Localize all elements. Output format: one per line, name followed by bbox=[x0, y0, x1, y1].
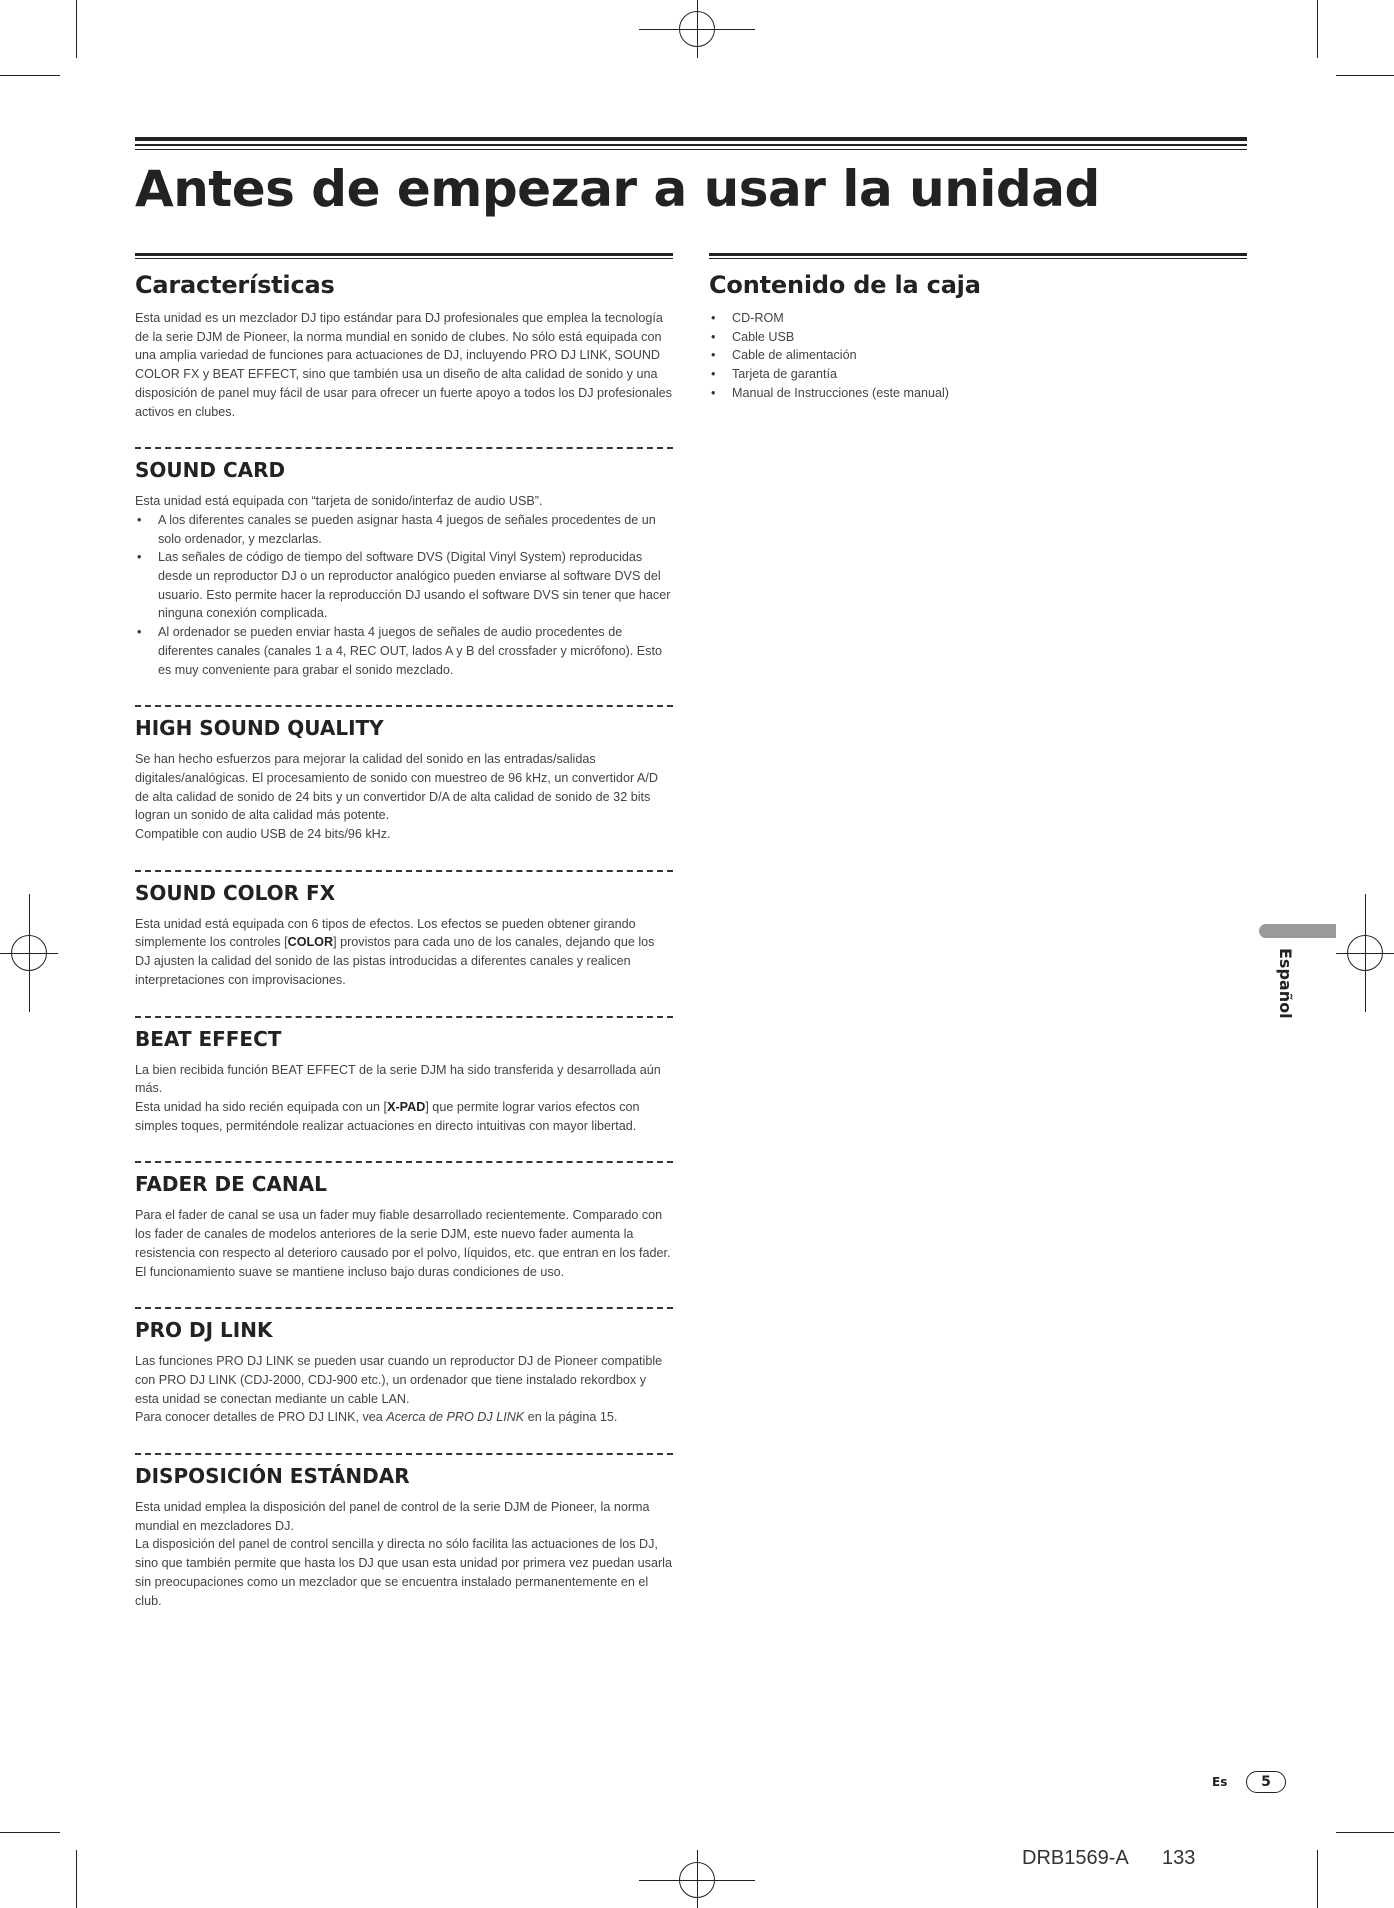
list-item: • Al ordenador se pueden enviar hasta 4 juegos de señales de audio procedentes de diferentes canales (canales 1 a 4, REC OUT, lados A y B del crossfader y micrófono). Esto es muy conveniente para grabar el sonido mezclado. bbox=[135, 623, 673, 679]
right-column bbox=[709, 253, 1247, 403]
section-heading-caracteristicas: Características bbox=[135, 271, 335, 299]
registration-mark bbox=[697, 0, 698, 58]
page-language: Es bbox=[1212, 1775, 1228, 1789]
paragraph: Para el fader de canal se usa un fader muy fiable desarrollado recientemente. Comparado con los fader de canales de modelos anteriores de la serie DJM, este nuevo fader aumenta la resistencia con respecto al deterioro causado por el polvo, líquidos, etc. que entran en los fader. El funcionamiento suave se mantiene incluso bajo duras condiciones de uso. bbox=[135, 1208, 671, 1279]
text-run: Esta unidad está equipada con 6 tipos de efectos. Los efectos se pueden obtener girando simplemente los controles [ bbox=[135, 916, 636, 950]
subsection-heading-beat-effect: BEAT EFFECT bbox=[135, 1026, 282, 1051]
list-item: • Las señales de código de tiempo del software DVS (Digital Vinyl System) reproducidas desde un reproductor DJ o un reproductor analógico pueden enviarse al software DVS del usuario. Esto permite hacer la reproducción DJ usando el software DVS sin tener que hacer ninguna conexión complicada. bbox=[135, 548, 673, 623]
list-item: • Manual de Instrucciones (este manual) bbox=[709, 384, 1247, 403]
section-rule bbox=[709, 253, 1247, 259]
dashed-divider bbox=[135, 1016, 673, 1018]
section-rule bbox=[135, 253, 673, 259]
registration-mark bbox=[29, 894, 30, 1012]
list-item: • Cable USB bbox=[709, 328, 1247, 347]
list-item: • Cable de alimentación bbox=[709, 346, 1247, 365]
dashed-divider bbox=[135, 1453, 673, 1455]
left-column bbox=[135, 253, 673, 1610]
paragraph bbox=[135, 1408, 673, 1427]
crop-mark bbox=[1317, 0, 1318, 58]
paragraph: Esta unidad es un mezclador DJ tipo estándar para DJ profesionales que emplea la tecnología de la serie DJM de Pioneer, la norma mundial en sonido de clubes. No sólo está equipada con una amplia variedad de funciones para actuaciones de DJ, incluyendo PRO DJ LINK, SOUND COLOR FX y BEAT EFFECT, sino que también usa un diseño de alta calidad de sonido y una disposición de panel muy fácil de usar para ofrecer un fuerte apoyo a todos los DJ profesionales activos en clubes. bbox=[135, 311, 672, 419]
crop-mark bbox=[0, 75, 60, 76]
language-tab-label: Español bbox=[1276, 948, 1295, 1019]
dashed-divider bbox=[135, 870, 673, 872]
title-rule bbox=[135, 137, 1247, 150]
dashed-divider bbox=[135, 1307, 673, 1309]
bullet-list bbox=[135, 511, 673, 679]
dashed-divider bbox=[135, 705, 673, 707]
control-label-color: COLOR bbox=[287, 935, 334, 950]
text-run: ] provistos para cada uno de los canales, dejando que los DJ ajusten la calidad del sonido de las pistas introducidas a diferentes canales y realicen interpretaciones con improvisaciones. bbox=[135, 935, 655, 987]
subsection-heading-high-sound-quality: HIGH SOUND QUALITY bbox=[135, 716, 384, 741]
paragraph: Esta unidad emplea la disposición del panel de control de la serie DJM de Pioneer, la norma mundial en mezcladores DJ. bbox=[135, 1500, 650, 1533]
paragraph: Esta unidad está equipada con “tarjeta de sonido/interfaz de audio USB”. bbox=[135, 494, 543, 509]
paragraph: La bien recibida función BEAT EFFECT de la serie DJM ha sido transferida y desarrollada aún más. bbox=[135, 1062, 661, 1096]
document-page-number: 133 bbox=[1162, 1847, 1196, 1869]
page-title: Antes de empezar a usar la unidad bbox=[135, 160, 1100, 218]
paragraph: Compatible con audio USB de 24 bits/96 kHz. bbox=[135, 827, 391, 842]
subsection-heading-pro-dj-link: PRO DJ LINK bbox=[135, 1318, 273, 1343]
text-run: ] que permite lograr varios efectos con simples toques, permiténdole realizar actuaciones en directo intuitivas con mayor libertad. bbox=[135, 1099, 640, 1133]
dashed-divider bbox=[135, 447, 673, 449]
page-number: 5 bbox=[1246, 1771, 1286, 1793]
crop-mark bbox=[1336, 1832, 1394, 1833]
bullet-list bbox=[709, 309, 1247, 403]
text-run: Para conocer detalles de PRO DJ LINK, vea bbox=[135, 1410, 387, 1425]
crop-mark bbox=[76, 0, 77, 58]
section-heading-contenido: Contenido de la caja bbox=[709, 271, 981, 299]
list-item: • CD-ROM bbox=[709, 309, 1247, 328]
paragraph: Las funciones PRO DJ LINK se pueden usar cuando un reproductor DJ de Pioneer compatible con PRO DJ LINK (CDJ-2000, CDJ-900 etc.), un ordenador que tiene instalado rekordbox y esta unidad se conectan mediante un cable LAN. bbox=[135, 1354, 663, 1406]
crop-mark bbox=[1336, 75, 1394, 76]
subsection-heading-disposicion: DISPOSICIÓN ESTÁNDAR bbox=[135, 1464, 410, 1489]
registration-mark bbox=[697, 1850, 698, 1908]
language-tab-marker bbox=[1259, 924, 1336, 938]
text-run: en la página 15. bbox=[524, 1410, 618, 1425]
paragraph: Se han hecho esfuerzos para mejorar la calidad del sonido en las entradas/salidas digitales/analógicas. El procesamiento de sonido con muestreo de 96 kHz, un convertidor A/D de alta calidad de sonido de 24 bits y un convertidor D/A de alta calidad de sonido de 32 bits logran un sonido de alta calidad más potente. bbox=[135, 752, 658, 823]
subsection-heading-fader-de-canal: FADER DE CANAL bbox=[135, 1172, 327, 1197]
paragraph bbox=[135, 1098, 673, 1135]
list-item: • Tarjeta de garantía bbox=[709, 365, 1247, 384]
control-label-x-pad: X-PAD bbox=[387, 1099, 426, 1114]
list-item: • A los diferentes canales se pueden asignar hasta 4 juegos de señales procedentes de un solo ordenador, y mezclarlas. bbox=[135, 511, 673, 548]
paragraph: La disposición del panel de control sencilla y directa no sólo facilita las actuaciones de los DJ, sino que también permite que hasta los DJ que usan esta unidad por primera vez puedan usarla sin preocupaciones como un mezclador que se encuentra instalado permanentemente en el club. bbox=[135, 1537, 672, 1608]
dashed-divider bbox=[135, 1161, 673, 1163]
text-run: Esta unidad ha sido recién equipada con un [ bbox=[135, 1099, 388, 1114]
subsection-heading-sound-color-fx: SOUND COLOR FX bbox=[135, 880, 336, 905]
subsection-heading-sound-card: SOUND CARD bbox=[135, 458, 286, 483]
paragraph bbox=[135, 915, 673, 990]
crop-mark bbox=[1317, 1850, 1318, 1908]
cross-reference-link[interactable]: Acerca de PRO DJ LINK bbox=[386, 1410, 525, 1425]
registration-mark bbox=[1365, 894, 1366, 1012]
document-code: DRB1569-A bbox=[1022, 1847, 1129, 1869]
crop-mark bbox=[0, 1832, 60, 1833]
crop-mark bbox=[76, 1850, 77, 1908]
